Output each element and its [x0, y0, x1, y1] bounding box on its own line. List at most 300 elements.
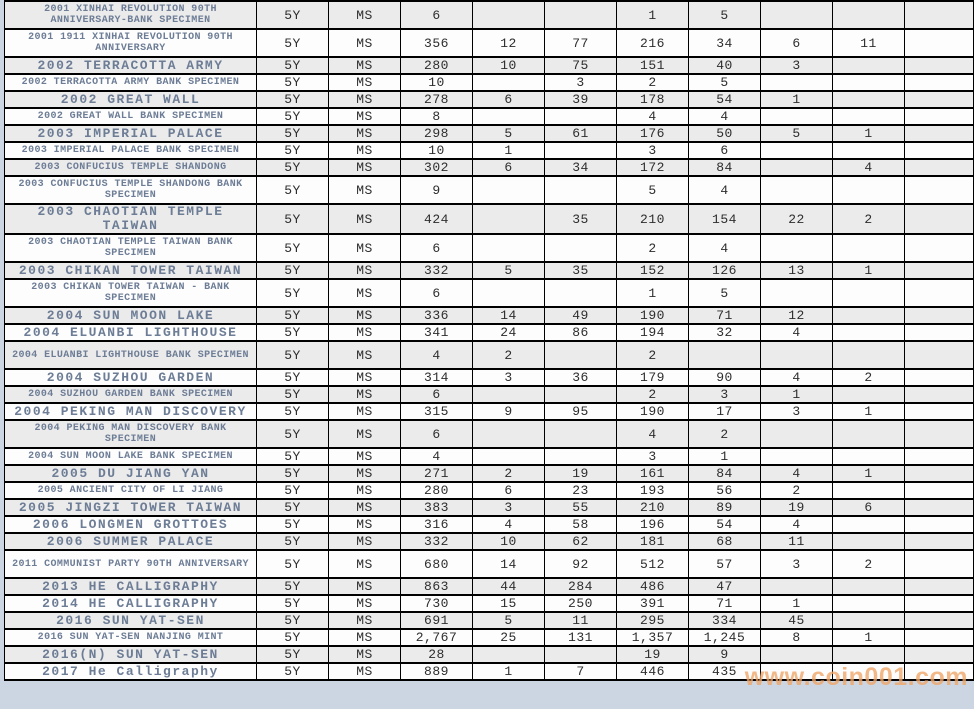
total-count-cell: 302	[401, 159, 473, 176]
count-cell	[761, 1, 833, 29]
grade-cell: MS	[329, 533, 401, 550]
grade-cell: MS	[329, 1, 401, 29]
count-cell: 35	[545, 204, 617, 234]
count-cell: 10	[473, 57, 545, 74]
count-cell: 190	[617, 403, 689, 420]
count-cell: 86	[545, 324, 617, 341]
coin-name-cell: 2013 HE CALLIGRAPHY	[5, 578, 257, 595]
denomination-cell: 5Y	[257, 403, 329, 420]
count-cell	[833, 74, 905, 91]
count-cell: 152	[617, 262, 689, 279]
total-count-cell: 2,767	[401, 629, 473, 646]
table-row	[5, 369, 974, 386]
denomination-cell: 5Y	[257, 74, 329, 91]
table-row	[5, 142, 974, 159]
count-cell: 176	[617, 125, 689, 142]
count-cell: 12	[473, 29, 545, 57]
total-count-cell: 28	[401, 646, 473, 663]
coin-name-cell: 2003 CONFUCIUS TEMPLE SHANDONG	[5, 159, 257, 176]
count-cell: 178	[617, 91, 689, 108]
count-cell	[761, 420, 833, 448]
grade-cell: MS	[329, 595, 401, 612]
coin-name-cell: 2017 He Calligraphy	[5, 663, 257, 680]
count-cell: 24	[473, 324, 545, 341]
count-cell: 216	[617, 29, 689, 57]
count-cell: 4	[689, 234, 761, 262]
count-cell: 250	[545, 595, 617, 612]
coin-name-cell: 2005 ANCIENT CITY OF LI JIANG	[5, 482, 257, 499]
count-cell: 1	[761, 386, 833, 403]
count-cell	[545, 341, 617, 369]
count-cell: 2	[617, 74, 689, 91]
denomination-cell: 5Y	[257, 516, 329, 533]
denomination-cell: 5Y	[257, 324, 329, 341]
denomination-cell: 5Y	[257, 499, 329, 516]
count-cell	[905, 204, 974, 234]
count-cell: 5	[689, 279, 761, 307]
coin-name-cell: 2014 HE CALLIGRAPHY	[5, 595, 257, 612]
count-cell: 9	[473, 403, 545, 420]
table-row	[5, 448, 974, 465]
grade-cell: MS	[329, 646, 401, 663]
count-cell: 2	[761, 482, 833, 499]
coin-name-cell: 2003 CHAOTIAN TEMPLE TAIWAN	[5, 204, 257, 234]
denomination-cell: 5Y	[257, 176, 329, 204]
coin-name-cell: 2002 TERRACOTTA ARMY	[5, 57, 257, 74]
count-cell: 334	[689, 612, 761, 629]
coin-population-table	[4, 0, 974, 681]
count-cell: 5	[473, 262, 545, 279]
count-cell	[761, 159, 833, 176]
table-row	[5, 663, 974, 680]
grade-cell: MS	[329, 29, 401, 57]
denomination-cell: 5Y	[257, 629, 329, 646]
denomination-cell: 5Y	[257, 420, 329, 448]
count-cell: 39	[545, 91, 617, 108]
count-cell: 4	[689, 108, 761, 125]
count-cell	[905, 629, 974, 646]
grade-cell: MS	[329, 420, 401, 448]
count-cell	[905, 324, 974, 341]
count-cell: 4	[761, 369, 833, 386]
count-cell: 34	[545, 159, 617, 176]
denomination-cell: 5Y	[257, 57, 329, 74]
count-cell: 4	[617, 108, 689, 125]
denomination-cell: 5Y	[257, 307, 329, 324]
watermark: www.coin001.com	[744, 663, 968, 691]
table-row	[5, 341, 974, 369]
total-count-cell: 280	[401, 57, 473, 74]
count-cell	[473, 234, 545, 262]
count-cell: 194	[617, 324, 689, 341]
coin-name-cell: 2003 CHIKAN TOWER TAIWAN	[5, 262, 257, 279]
count-cell	[545, 646, 617, 663]
denomination-cell: 5Y	[257, 386, 329, 403]
count-cell	[833, 420, 905, 448]
table-row	[5, 629, 974, 646]
total-count-cell: 332	[401, 262, 473, 279]
coin-name-cell: 2002 TERRACOTTA ARMY BANK SPECIMEN	[5, 74, 257, 91]
count-cell: 6	[833, 499, 905, 516]
count-cell	[833, 108, 905, 125]
count-cell	[761, 176, 833, 204]
count-cell	[833, 324, 905, 341]
count-cell: 90	[689, 369, 761, 386]
count-cell	[761, 279, 833, 307]
table-row	[5, 386, 974, 403]
count-cell: 1	[617, 1, 689, 29]
grade-cell: MS	[329, 403, 401, 420]
count-cell: 2	[473, 465, 545, 482]
count-cell: 1	[761, 91, 833, 108]
count-cell: 1	[833, 262, 905, 279]
count-cell	[833, 516, 905, 533]
table-row	[5, 1, 974, 29]
grade-cell: MS	[329, 448, 401, 465]
count-cell	[473, 204, 545, 234]
count-cell: 14	[473, 307, 545, 324]
count-cell: 446	[617, 663, 689, 680]
denomination-cell: 5Y	[257, 125, 329, 142]
count-cell	[905, 57, 974, 74]
count-cell: 196	[617, 516, 689, 533]
count-cell: 193	[617, 482, 689, 499]
grade-cell: MS	[329, 57, 401, 74]
total-count-cell: 341	[401, 324, 473, 341]
count-cell: 210	[617, 499, 689, 516]
count-cell	[833, 234, 905, 262]
count-cell: 6	[473, 91, 545, 108]
count-cell	[905, 142, 974, 159]
count-cell: 4	[617, 420, 689, 448]
count-cell: 4	[761, 465, 833, 482]
count-cell	[545, 108, 617, 125]
count-cell	[761, 578, 833, 595]
table-row	[5, 125, 974, 142]
count-cell	[905, 234, 974, 262]
total-count-cell: 8	[401, 108, 473, 125]
coin-name-cell: 2004 SUZHOU GARDEN	[5, 369, 257, 386]
denomination-cell: 5Y	[257, 595, 329, 612]
grade-cell: MS	[329, 369, 401, 386]
count-cell	[905, 482, 974, 499]
total-count-cell: 314	[401, 369, 473, 386]
coin-name-cell: 2004 SUN MOON LAKE	[5, 307, 257, 324]
count-cell: 5	[689, 1, 761, 29]
count-cell: 71	[689, 307, 761, 324]
coin-name-cell: 2016 SUN YAT-SEN	[5, 612, 257, 629]
denomination-cell: 5Y	[257, 1, 329, 29]
count-cell	[761, 448, 833, 465]
count-cell: 2	[617, 234, 689, 262]
table-row	[5, 159, 974, 176]
grade-cell: MS	[329, 125, 401, 142]
count-cell: 126	[689, 262, 761, 279]
count-cell	[905, 279, 974, 307]
count-cell	[545, 386, 617, 403]
count-cell: 13	[761, 262, 833, 279]
count-cell: 181	[617, 533, 689, 550]
coin-name-cell: 2005 DU JIANG YAN	[5, 465, 257, 482]
count-cell	[905, 108, 974, 125]
count-cell	[761, 108, 833, 125]
denomination-cell: 5Y	[257, 448, 329, 465]
count-cell: 5	[473, 612, 545, 629]
count-cell: 4	[689, 176, 761, 204]
count-cell	[545, 448, 617, 465]
count-cell: 284	[545, 578, 617, 595]
count-cell	[473, 386, 545, 403]
total-count-cell: 730	[401, 595, 473, 612]
count-cell: 61	[545, 125, 617, 142]
count-cell	[905, 262, 974, 279]
count-cell	[905, 499, 974, 516]
count-cell: 25	[473, 629, 545, 646]
grade-cell: MS	[329, 74, 401, 91]
table-row	[5, 482, 974, 499]
count-cell: 19	[545, 465, 617, 482]
count-cell: 179	[617, 369, 689, 386]
grade-cell: MS	[329, 465, 401, 482]
count-cell: 1	[833, 629, 905, 646]
table-body	[5, 1, 974, 680]
count-cell	[473, 1, 545, 29]
count-cell: 1	[689, 448, 761, 465]
total-count-cell: 4	[401, 448, 473, 465]
count-cell: 62	[545, 533, 617, 550]
count-cell: 56	[689, 482, 761, 499]
count-cell: 2	[833, 550, 905, 578]
coin-name-cell: 2004 SUZHOU GARDEN BANK SPECIMEN	[5, 386, 257, 403]
count-cell	[833, 663, 905, 680]
count-cell: 5	[617, 176, 689, 204]
grade-cell: MS	[329, 262, 401, 279]
coin-name-cell: 2003 CONFUCIUS TEMPLE SHANDONG BANK SPECIMEN	[5, 176, 257, 204]
total-count-cell: 424	[401, 204, 473, 234]
count-cell	[689, 341, 761, 369]
grade-cell: MS	[329, 279, 401, 307]
table-row	[5, 307, 974, 324]
count-cell	[833, 142, 905, 159]
count-cell: 5	[689, 74, 761, 91]
count-cell: 35	[545, 262, 617, 279]
table-row	[5, 57, 974, 74]
count-cell	[905, 448, 974, 465]
coin-name-cell: 2003 IMPERIAL PALACE	[5, 125, 257, 142]
count-cell: 2	[473, 341, 545, 369]
count-cell: 1	[473, 663, 545, 680]
count-cell: 2	[833, 204, 905, 234]
count-cell	[833, 646, 905, 663]
total-count-cell: 278	[401, 91, 473, 108]
table-row	[5, 550, 974, 578]
count-cell: 49	[545, 307, 617, 324]
grade-cell: MS	[329, 612, 401, 629]
count-cell: 172	[617, 159, 689, 176]
count-cell: 1,245	[689, 629, 761, 646]
total-count-cell: 691	[401, 612, 473, 629]
count-cell: 1	[833, 403, 905, 420]
grade-cell: MS	[329, 307, 401, 324]
count-cell: 3	[761, 550, 833, 578]
grade-cell: MS	[329, 386, 401, 403]
count-cell: 77	[545, 29, 617, 57]
count-cell: 512	[617, 550, 689, 578]
count-cell: 2	[617, 386, 689, 403]
count-cell: 11	[761, 533, 833, 550]
coin-name-cell: 2004 PEKING MAN DISCOVERY	[5, 403, 257, 420]
count-cell: 34	[689, 29, 761, 57]
count-cell: 2	[833, 369, 905, 386]
count-cell	[905, 403, 974, 420]
denomination-cell: 5Y	[257, 369, 329, 386]
total-count-cell: 6	[401, 1, 473, 29]
count-cell: 154	[689, 204, 761, 234]
grade-cell: MS	[329, 499, 401, 516]
coin-name-cell: 2004 PEKING MAN DISCOVERY BANK SPECIMEN	[5, 420, 257, 448]
count-cell: 1	[617, 279, 689, 307]
count-cell: 89	[689, 499, 761, 516]
count-cell: 17	[689, 403, 761, 420]
denomination-cell: 5Y	[257, 279, 329, 307]
total-count-cell: 10	[401, 74, 473, 91]
coin-name-cell: 2005 JINGZI TOWER TAIWAN	[5, 499, 257, 516]
count-cell	[545, 1, 617, 29]
table-row	[5, 74, 974, 91]
count-cell	[761, 663, 833, 680]
grade-cell: MS	[329, 204, 401, 234]
table-row	[5, 279, 974, 307]
total-count-cell: 332	[401, 533, 473, 550]
count-cell	[473, 176, 545, 204]
grade-cell: MS	[329, 159, 401, 176]
coin-name-cell: 2016(N) SUN YAT-SEN	[5, 646, 257, 663]
count-cell: 8	[761, 629, 833, 646]
count-cell: 55	[545, 499, 617, 516]
count-cell	[905, 125, 974, 142]
count-cell: 6	[473, 482, 545, 499]
count-cell: 50	[689, 125, 761, 142]
count-cell	[833, 612, 905, 629]
count-cell	[545, 420, 617, 448]
table-row	[5, 646, 974, 663]
count-cell: 2	[689, 420, 761, 448]
count-cell: 22	[761, 204, 833, 234]
table-row	[5, 420, 974, 448]
table-row	[5, 91, 974, 108]
count-cell: 4	[761, 516, 833, 533]
count-cell	[761, 646, 833, 663]
count-cell	[473, 420, 545, 448]
grade-cell: MS	[329, 578, 401, 595]
count-cell	[905, 1, 974, 29]
table-row	[5, 108, 974, 125]
count-cell	[833, 341, 905, 369]
grade-cell: MS	[329, 482, 401, 499]
denomination-cell: 5Y	[257, 646, 329, 663]
count-cell: 11	[545, 612, 617, 629]
count-cell: 2	[617, 341, 689, 369]
grade-cell: MS	[329, 234, 401, 262]
coin-name-cell: 2006 LONGMEN GROTTOES	[5, 516, 257, 533]
count-cell: 3	[761, 403, 833, 420]
count-cell	[905, 578, 974, 595]
count-cell: 5	[473, 125, 545, 142]
count-cell: 14	[473, 550, 545, 578]
denomination-cell: 5Y	[257, 663, 329, 680]
total-count-cell: 889	[401, 663, 473, 680]
count-cell: 32	[689, 324, 761, 341]
denomination-cell: 5Y	[257, 262, 329, 279]
coin-name-cell: 2003 CHAOTIAN TEMPLE TAIWAN BANK SPECIMEN	[5, 234, 257, 262]
count-cell: 151	[617, 57, 689, 74]
count-cell: 54	[689, 91, 761, 108]
count-cell: 210	[617, 204, 689, 234]
total-count-cell: 356	[401, 29, 473, 57]
count-cell: 40	[689, 57, 761, 74]
count-cell: 9	[689, 646, 761, 663]
table-row	[5, 516, 974, 533]
coin-name-cell: 2011 COMMUNIST PARTY 90TH ANNIVERSARY	[5, 550, 257, 578]
coin-name-cell: 2002 GREAT WALL	[5, 91, 257, 108]
count-cell	[905, 533, 974, 550]
coin-name-cell: 2003 CHIKAN TOWER TAIWAN - BANK SPECIMEN	[5, 279, 257, 307]
count-cell	[833, 533, 905, 550]
table-row	[5, 262, 974, 279]
count-cell	[545, 176, 617, 204]
count-cell: 3	[473, 499, 545, 516]
count-cell: 3	[617, 448, 689, 465]
denomination-cell: 5Y	[257, 159, 329, 176]
count-cell	[905, 612, 974, 629]
count-cell	[761, 142, 833, 159]
count-cell: 58	[545, 516, 617, 533]
count-cell: 1	[833, 465, 905, 482]
count-cell	[833, 448, 905, 465]
total-count-cell: 315	[401, 403, 473, 420]
count-cell	[905, 516, 974, 533]
denomination-cell: 5Y	[257, 482, 329, 499]
count-cell: 3	[617, 142, 689, 159]
count-cell: 1	[473, 142, 545, 159]
total-count-cell: 680	[401, 550, 473, 578]
count-cell: 84	[689, 465, 761, 482]
total-count-cell: 6	[401, 420, 473, 448]
total-count-cell: 298	[401, 125, 473, 142]
count-cell	[905, 307, 974, 324]
count-cell: 486	[617, 578, 689, 595]
count-cell: 68	[689, 533, 761, 550]
grade-cell: MS	[329, 108, 401, 125]
count-cell: 6	[473, 159, 545, 176]
count-cell	[905, 646, 974, 663]
count-cell: 131	[545, 629, 617, 646]
count-cell: 54	[689, 516, 761, 533]
count-cell: 19	[761, 499, 833, 516]
count-cell: 4	[833, 159, 905, 176]
count-cell: 45	[761, 612, 833, 629]
count-cell	[761, 234, 833, 262]
count-cell	[905, 420, 974, 448]
count-cell	[905, 91, 974, 108]
coin-name-cell: 2004 ELUANBI LIGHTHOUSE	[5, 324, 257, 341]
count-cell	[833, 307, 905, 324]
count-cell: 1	[833, 125, 905, 142]
count-cell	[905, 29, 974, 57]
count-cell: 92	[545, 550, 617, 578]
count-cell: 12	[761, 307, 833, 324]
coin-name-cell: 2003 IMPERIAL PALACE BANK SPECIMEN	[5, 142, 257, 159]
